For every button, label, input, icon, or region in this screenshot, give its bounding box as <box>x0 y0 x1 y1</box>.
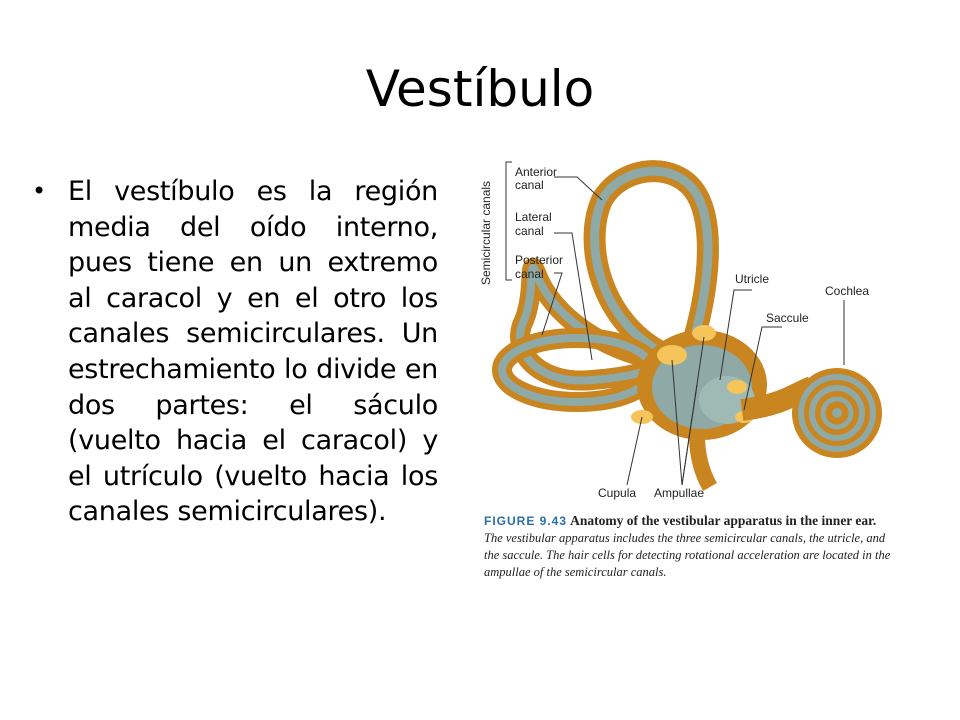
caption-body: The vestibular apparatus includes the three semicircular canals, the utricle, and the saccule. The hair cells for detecting rotational acceleration are located in the ampullae of the semicircular canals. <box>484 531 891 579</box>
caption-figure-number: FIGURE 9.43 <box>484 514 568 528</box>
anterior-label-2: canal <box>515 178 544 192</box>
posterior-label: Posterior <box>515 253 564 267</box>
bullet-text: El vestíbulo es la región media del oído interno, pues tiene en un extremo al caracol y en el otro los canales semicirculares. Un estrechamiento lo divide en dos partes: el sáculo (vuelto hacia el caracol) y el utrículo (vuelto hacia los canales semicirculares). <box>68 176 438 528</box>
caption-title: Anatomy of the vestibular apparatus in the inner ear. <box>570 513 877 528</box>
slide-title: Vestíbulo <box>365 60 595 118</box>
vestibular-apparatus-illustration <box>479 155 894 505</box>
utricle-label: Utricle <box>735 272 770 286</box>
bullet-marker: • <box>32 177 47 205</box>
semicircular-canals-label: Semicircular canals <box>479 180 493 285</box>
cochlea-label: Cochlea <box>825 284 870 298</box>
ampullae-label: Ampullae <box>654 486 705 500</box>
bullet-list <box>32 174 438 530</box>
posterior-label-2: canal <box>515 267 544 281</box>
anterior-label: Anterior <box>515 165 558 179</box>
lateral-label-2: canal <box>515 224 544 238</box>
figure-caption <box>484 512 894 581</box>
saccule-label: Saccule <box>766 311 809 325</box>
lateral-label: Lateral <box>515 210 552 224</box>
cupula-label: Cupula <box>598 486 637 500</box>
